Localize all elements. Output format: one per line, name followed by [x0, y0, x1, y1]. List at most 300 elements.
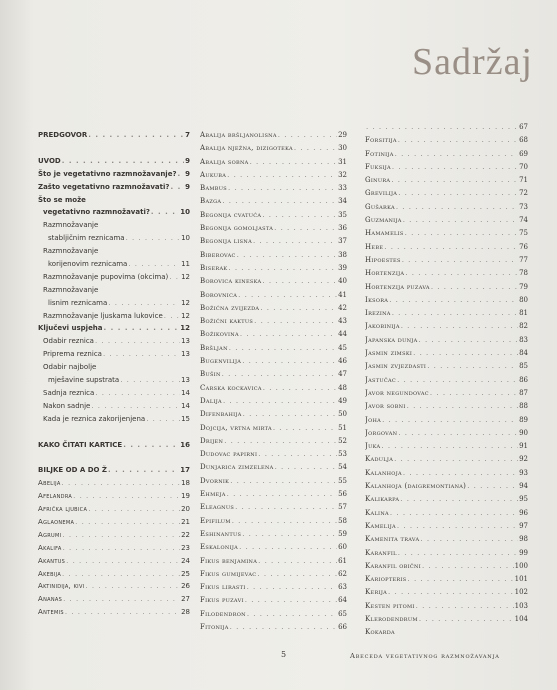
toc-page-number: 30 [338, 144, 347, 153]
toc-entry[interactable] [38, 555, 190, 568]
toc-entry[interactable] [365, 427, 528, 440]
toc-page-number: 32 [338, 170, 347, 179]
toc-entry[interactable] [38, 503, 190, 516]
toc-entry[interactable] [200, 182, 347, 195]
toc-leader-dots [239, 541, 337, 554]
toc-leader-dots [388, 586, 514, 599]
toc-leader-dots [257, 568, 337, 581]
toc-leader-dots [250, 156, 338, 169]
toc-leader-dots [95, 387, 180, 400]
toc-entry[interactable] [200, 342, 347, 355]
toc-page-number: 102 [514, 588, 528, 597]
toc-leader-dots [416, 600, 514, 613]
toc-entry[interactable] [200, 461, 347, 474]
toc-entry[interactable] [200, 156, 347, 169]
toc-leader-dots [123, 439, 179, 452]
toc-entry[interactable] [365, 174, 528, 187]
toc-entry[interactable] [38, 129, 190, 142]
toc-page-number: 39 [338, 263, 347, 272]
toc-page-number: 13 [181, 376, 190, 385]
toc-entry-title: Juka [365, 442, 381, 451]
toc-leader-dots [422, 560, 514, 573]
toc-column-2 [200, 129, 347, 634]
toc-page-number: 81 [519, 309, 528, 318]
toc-entry[interactable] [200, 302, 347, 315]
toc-entry-title: Begonija gomoljasta [200, 224, 274, 233]
toc-entry[interactable] [365, 121, 528, 134]
toc-entry[interactable] [200, 581, 347, 594]
toc-entry[interactable] [38, 477, 190, 490]
toc-entry[interactable] [38, 297, 190, 310]
toc-entry[interactable] [365, 414, 528, 427]
toc-entry-title: Antemis [38, 608, 64, 617]
toc-entry[interactable] [365, 600, 528, 613]
toc-entry[interactable] [38, 606, 190, 619]
toc-column-3 [365, 121, 528, 640]
toc-entry-title: Jastučac [365, 375, 397, 384]
toc-entry-title: Forsitija [365, 136, 397, 145]
toc-entry-title: Iksora [365, 295, 389, 304]
toc-leader-dots [126, 232, 181, 245]
toc-entry-title: Afelandra [38, 492, 73, 501]
toc-entry-title: Hipoestes [365, 255, 401, 264]
toc-entry[interactable] [200, 275, 347, 288]
toc-entry-title: Hortenzija [365, 269, 405, 278]
toc-entry[interactable] [200, 209, 347, 222]
toc-leader-dots [108, 297, 180, 310]
toc-page-number: 25 [181, 569, 190, 578]
toc-page-number: 70 [519, 162, 528, 171]
toc-page-number: 31 [338, 157, 347, 166]
toc-entry[interactable] [38, 374, 190, 387]
toc-entry-title: Razmnožavanje [43, 221, 99, 230]
toc-entry-title: Kada je reznica zakorijenjena [43, 414, 146, 423]
toc-entry[interactable] [365, 453, 528, 466]
toc-entry[interactable] [200, 129, 347, 142]
toc-page-number: 36 [338, 224, 347, 233]
toc-page-number: 95 [519, 495, 528, 504]
toc-entry[interactable] [200, 408, 347, 421]
toc-page-number: 12 [181, 298, 190, 307]
toc-entry[interactable] [200, 355, 347, 368]
toc-entry[interactable] [365, 440, 528, 453]
toc-page-number: 77 [519, 255, 528, 264]
toc-entry-title: Abalija nježna, dizigoteka [200, 144, 293, 153]
toc-entry[interactable] [38, 529, 190, 542]
toc-entry-title: Što je vegetativno razmnožavanje? [38, 169, 177, 178]
toc-entry-title: Božićni kaktus [200, 317, 254, 326]
toc-entry-title: UVOD [38, 156, 61, 165]
toc-entry[interactable] [38, 464, 190, 477]
toc-entry[interactable] [38, 516, 190, 529]
toc-entry[interactable] [365, 320, 528, 333]
toc-entry[interactable] [365, 573, 528, 586]
toc-entry-title: Božićna zvijezda [200, 303, 260, 312]
toc-entry[interactable] [365, 254, 528, 267]
toc-leader-dots [419, 334, 519, 347]
toc-page-number: 57 [338, 503, 347, 512]
toc-entry[interactable] [365, 613, 528, 626]
toc-leader-dots [95, 335, 180, 348]
toc-entry[interactable] [38, 542, 190, 555]
toc-leader-dots [262, 209, 337, 222]
toc-entry[interactable] [200, 501, 347, 514]
toc-entry-title: Razmnožavanje [43, 285, 99, 294]
toc-entry-title: Razmnožavanje ljuskama lukovice [43, 311, 163, 320]
toc-entry[interactable] [365, 294, 528, 307]
toc-entry-title: Fikus lirasti [200, 583, 246, 592]
toc-entry[interactable] [38, 194, 190, 207]
toc-entry[interactable] [38, 490, 190, 503]
toc-entry[interactable] [365, 374, 528, 387]
toc-leader-dots [396, 201, 518, 214]
toc-entry[interactable] [38, 310, 190, 323]
toc-leader-dots [405, 267, 518, 280]
toc-entry[interactable] [200, 488, 347, 501]
toc-page-number: 90 [519, 428, 528, 437]
toc-leader-dots [389, 294, 518, 307]
toc-entry-title: Akalifa [38, 543, 62, 552]
toc-leader-dots [230, 621, 337, 634]
toc-leader-dots [103, 348, 180, 361]
toc-entry[interactable] [365, 161, 528, 174]
toc-entry[interactable] [365, 480, 528, 493]
toc-page-number: 97 [519, 521, 528, 530]
toc-leader-dots [398, 427, 518, 440]
toc-entry[interactable] [365, 520, 528, 533]
toc-entry-title: Difenbahija [200, 410, 242, 419]
toc-page-number: 20 [181, 505, 190, 514]
toc-leader-dots [235, 501, 337, 514]
toc-entry[interactable] [38, 335, 190, 348]
toc-entry[interactable] [200, 395, 347, 408]
toc-entry[interactable] [38, 361, 190, 374]
toc-entry-title: Borovnica [200, 290, 238, 299]
toc-entry[interactable] [200, 621, 347, 634]
toc-entry[interactable] [365, 547, 528, 560]
toc-entry[interactable] [365, 214, 528, 227]
toc-leader-dots [170, 181, 184, 194]
toc-page-number: 9 [185, 156, 190, 165]
toc-page-number: 80 [519, 295, 528, 304]
toc-page-number: 59 [338, 529, 347, 538]
toc-leader-dots [242, 528, 337, 541]
toc-page-number: 15 [181, 414, 190, 423]
toc-entry[interactable] [365, 493, 528, 506]
toc-entry[interactable] [200, 608, 347, 621]
toc-entry-title: Dvornik [200, 476, 230, 485]
toc-entry-title: stabljičnim reznicama [48, 234, 125, 243]
toc-entry-title: Bazga [200, 197, 222, 206]
toc-leader-dots [227, 488, 337, 501]
toc-entry-title: korijenovim reznicama [48, 260, 128, 268]
toc-leader-dots [397, 520, 518, 533]
toc-page-number: 75 [519, 229, 528, 238]
toc-entry[interactable] [365, 400, 528, 413]
toc-leader-dots [294, 142, 337, 155]
toc-entry[interactable] [200, 142, 347, 155]
toc-leader-dots [384, 241, 518, 254]
toc-entry-title: Kerija [365, 588, 388, 597]
toc-leader-dots [151, 206, 179, 219]
toc-leader-dots [390, 507, 518, 520]
toc-page-number: 86 [519, 375, 528, 384]
toc-leader-dots [382, 414, 518, 427]
toc-entry-title: Bušin [200, 370, 221, 379]
toc-entry[interactable] [38, 155, 190, 168]
toc-entry[interactable] [38, 271, 190, 284]
toc-entry[interactable] [200, 435, 347, 448]
toc-entry[interactable] [38, 232, 190, 245]
toc-entry-title: Božikovina [200, 330, 239, 339]
toc-entry[interactable] [365, 187, 528, 200]
toc-entry-title: Agrumi [38, 530, 62, 539]
toc-page-number: 71 [519, 176, 528, 185]
toc-entry[interactable] [365, 334, 528, 347]
toc-leader-dots [247, 581, 338, 594]
toc-entry-title: Kalanhoja (daigremontiana) [365, 482, 467, 491]
toc-entry[interactable] [365, 360, 528, 373]
toc-page-number: 83 [519, 335, 528, 344]
toc-entry[interactable] [365, 467, 528, 480]
toc-page-number: 91 [519, 442, 528, 451]
toc-entry[interactable] [200, 222, 347, 235]
toc-entry[interactable] [200, 448, 347, 461]
toc-entry[interactable] [38, 439, 190, 452]
toc-entry[interactable] [38, 258, 190, 271]
toc-entry-title: Javor negundovac [365, 388, 429, 397]
toc-page-number: 14 [181, 401, 190, 410]
toc-page-number: 60 [338, 543, 347, 552]
toc-entry[interactable] [365, 307, 528, 320]
toc-leader-dots [73, 490, 180, 503]
toc-page-number: 65 [338, 609, 347, 618]
toc-entry[interactable] [38, 387, 190, 400]
toc-entry[interactable] [200, 422, 347, 435]
toc-entry[interactable] [38, 284, 190, 297]
toc-entry[interactable] [38, 581, 190, 594]
toc-entry[interactable] [200, 555, 347, 568]
toc-entry[interactable] [200, 594, 347, 607]
toc-entry-title: Eskalonija [200, 543, 239, 552]
toc-page-number: 45 [338, 343, 347, 352]
toc-entry-title: Javor sobni [365, 402, 406, 411]
toc-page-number: 13 [181, 337, 190, 346]
toc-leader-dots [169, 271, 180, 284]
toc-entry[interactable] [365, 586, 528, 599]
toc-leader-dots [274, 222, 337, 235]
toc-leader-dots [392, 161, 518, 174]
toc-entry-title: Dunjarica zimzelena [200, 463, 274, 472]
toc-page-number: 10 [181, 234, 190, 243]
toc-entry[interactable] [200, 368, 347, 381]
toc-entry-title: Fitonija [200, 622, 229, 631]
toc-entry-title: vegetativno razmnožavati? [43, 208, 150, 217]
toc-page-number: 61 [338, 556, 347, 565]
toc-leader-dots [391, 174, 518, 187]
toc-entry-title: Aktinidija, kivi [38, 582, 85, 591]
toc-page-number: 93 [519, 468, 528, 477]
toc-page-number: 54 [338, 463, 347, 472]
toc-entry-title: Razmnožavanje pupovima (okcima) [43, 272, 169, 281]
toc-entry[interactable] [38, 322, 190, 335]
toc-leader-dots [62, 529, 180, 542]
toc-page-number: 69 [519, 149, 528, 158]
toc-entry-title: Japanska dunja [365, 335, 418, 344]
toc-entry[interactable] [365, 347, 528, 360]
toc-entry-title: Akebija [38, 569, 62, 578]
toc-entry[interactable] [200, 249, 347, 262]
toc-leader-dots [366, 121, 518, 134]
toc-entry-title: Fikus benjamina [200, 556, 258, 565]
toc-entry[interactable] [200, 289, 347, 302]
toc-entry-title: Kamenita trava [365, 535, 420, 544]
toc-page-number: 101 [514, 575, 528, 584]
page-title: Sadržaj [412, 41, 533, 83]
toc-entry[interactable] [38, 206, 190, 219]
toc-entry-title: Eleagnus [200, 503, 235, 512]
toc-gap [38, 451, 190, 464]
toc-page-number: 78 [519, 269, 528, 278]
page-number: 5 [281, 650, 287, 659]
toc-page-number: 28 [181, 608, 190, 617]
toc-page-number: 12 [181, 311, 190, 320]
toc-page-number: 100 [514, 561, 528, 570]
toc-page-number: 23 [181, 543, 190, 552]
toc-page-number: 98 [519, 535, 528, 544]
footer-caption: Abeceda vegetativnog razmnožavanja [350, 652, 500, 660]
toc-leader-dots [65, 606, 180, 619]
toc-page-number: 16 [180, 440, 190, 449]
toc-entry[interactable] [365, 626, 528, 639]
toc-page-number: 33 [338, 184, 347, 193]
toc-page-number: 68 [519, 136, 528, 145]
toc-page-number: 9 [185, 182, 190, 191]
toc-page-number: 66 [338, 622, 347, 631]
toc-leader-dots [398, 134, 518, 147]
toc-entry-title: Karanfil [365, 548, 397, 557]
toc-entry[interactable] [365, 201, 528, 214]
toc-page-number: 89 [519, 415, 528, 424]
toc-entry-title: Afrička ljubica [38, 505, 88, 514]
toc-leader-dots [240, 328, 337, 341]
toc-entry[interactable] [365, 227, 528, 240]
toc-entry[interactable] [200, 515, 347, 528]
toc-entry-title: Hebe [365, 242, 384, 251]
toc-entry-title: Fotinija [365, 149, 394, 158]
toc-page-number: 82 [519, 322, 528, 331]
toc-leader-dots [164, 310, 180, 323]
toc-entry-title: Fuksija [365, 162, 391, 171]
toc-leader-dots [394, 453, 518, 466]
toc-page-number: 7 [185, 130, 190, 139]
toc-entry[interactable] [200, 195, 347, 208]
toc-leader-dots [395, 148, 518, 161]
toc-leader-dots [232, 515, 337, 528]
toc-page-number: 44 [338, 330, 347, 339]
toc-entry-title: Abelija [38, 479, 61, 488]
toc-entry-title: KAKO ČITATI KARTICE [38, 440, 123, 449]
toc-entry[interactable] [200, 315, 347, 328]
toc-entry-title: Aglaonema [38, 518, 75, 527]
toc-entry-title: Borovica kineska [200, 277, 262, 286]
toc-entry[interactable] [365, 387, 528, 400]
toc-entry[interactable] [38, 400, 190, 413]
toc-entry[interactable] [38, 348, 190, 361]
toc-entry[interactable] [200, 262, 347, 275]
toc-entry[interactable] [38, 593, 190, 606]
toc-leader-dots [229, 342, 337, 355]
toc-entry-title: Jorgovan [365, 428, 398, 437]
toc-entry[interactable] [365, 507, 528, 520]
toc-entry[interactable] [200, 568, 347, 581]
toc-entry[interactable] [200, 382, 347, 395]
toc-entry[interactable] [365, 134, 528, 147]
toc-leader-dots [120, 374, 180, 387]
toc-entry-title: Kesten pitomi [365, 601, 415, 610]
toc-entry[interactable] [38, 181, 190, 194]
toc-leader-dots [228, 182, 337, 195]
toc-leader-dots [62, 155, 184, 168]
toc-leader-dots [431, 281, 518, 294]
toc-entry[interactable] [365, 560, 528, 573]
toc-entry[interactable] [365, 281, 528, 294]
toc-entry-title: Guzmanija [365, 216, 402, 225]
toc-entry[interactable] [38, 219, 190, 232]
toc-leader-dots [401, 320, 518, 333]
toc-leader-dots [108, 464, 179, 477]
toc-column-1 [38, 129, 190, 619]
toc-page-number: 53 [338, 450, 347, 459]
toc-entry-title: Abalija sobna [200, 157, 249, 166]
toc-page-number: 85 [519, 362, 528, 371]
toc-leader-dots [258, 555, 337, 568]
toc-leader-dots [381, 440, 518, 453]
toc-entry[interactable] [365, 241, 528, 254]
toc-entry[interactable] [200, 541, 347, 554]
toc-entry[interactable] [38, 413, 190, 426]
toc-page-number: 73 [519, 202, 528, 211]
toc-entry[interactable] [200, 169, 347, 182]
toc-page-number: 84 [519, 349, 528, 358]
toc-entry[interactable] [200, 328, 347, 341]
toc-page-number: 88 [519, 402, 528, 411]
toc-leader-dots [63, 593, 180, 606]
toc-entry[interactable] [38, 245, 190, 258]
toc-entry[interactable] [365, 267, 528, 280]
toc-entry[interactable] [38, 168, 190, 181]
toc-entry-title: Akantus [38, 556, 66, 565]
toc-entry-title: Biserak [200, 263, 228, 272]
toc-entry[interactable] [365, 148, 528, 161]
toc-leader-dots [427, 360, 518, 373]
toc-entry[interactable] [200, 528, 347, 541]
toc-entry[interactable] [200, 475, 347, 488]
toc-entry-title: Kalanhoja [365, 468, 402, 477]
toc-page-number: 29 [338, 131, 347, 139]
toc-entry-title: Hortenzija puzava [365, 282, 430, 291]
toc-entry-title: Karanfil obični [365, 561, 422, 570]
toc-page-number: 24 [181, 556, 190, 565]
toc-entry-title: Eshinantus [200, 529, 242, 538]
toc-entry[interactable] [200, 235, 347, 248]
toc-entry-title: Grevilija [365, 189, 398, 198]
toc-page-number: 12 [180, 324, 190, 333]
toc-leader-dots [408, 573, 514, 586]
toc-page-number: 99 [519, 548, 528, 557]
toc-entry[interactable] [365, 533, 528, 546]
toc-entry[interactable] [38, 568, 190, 581]
